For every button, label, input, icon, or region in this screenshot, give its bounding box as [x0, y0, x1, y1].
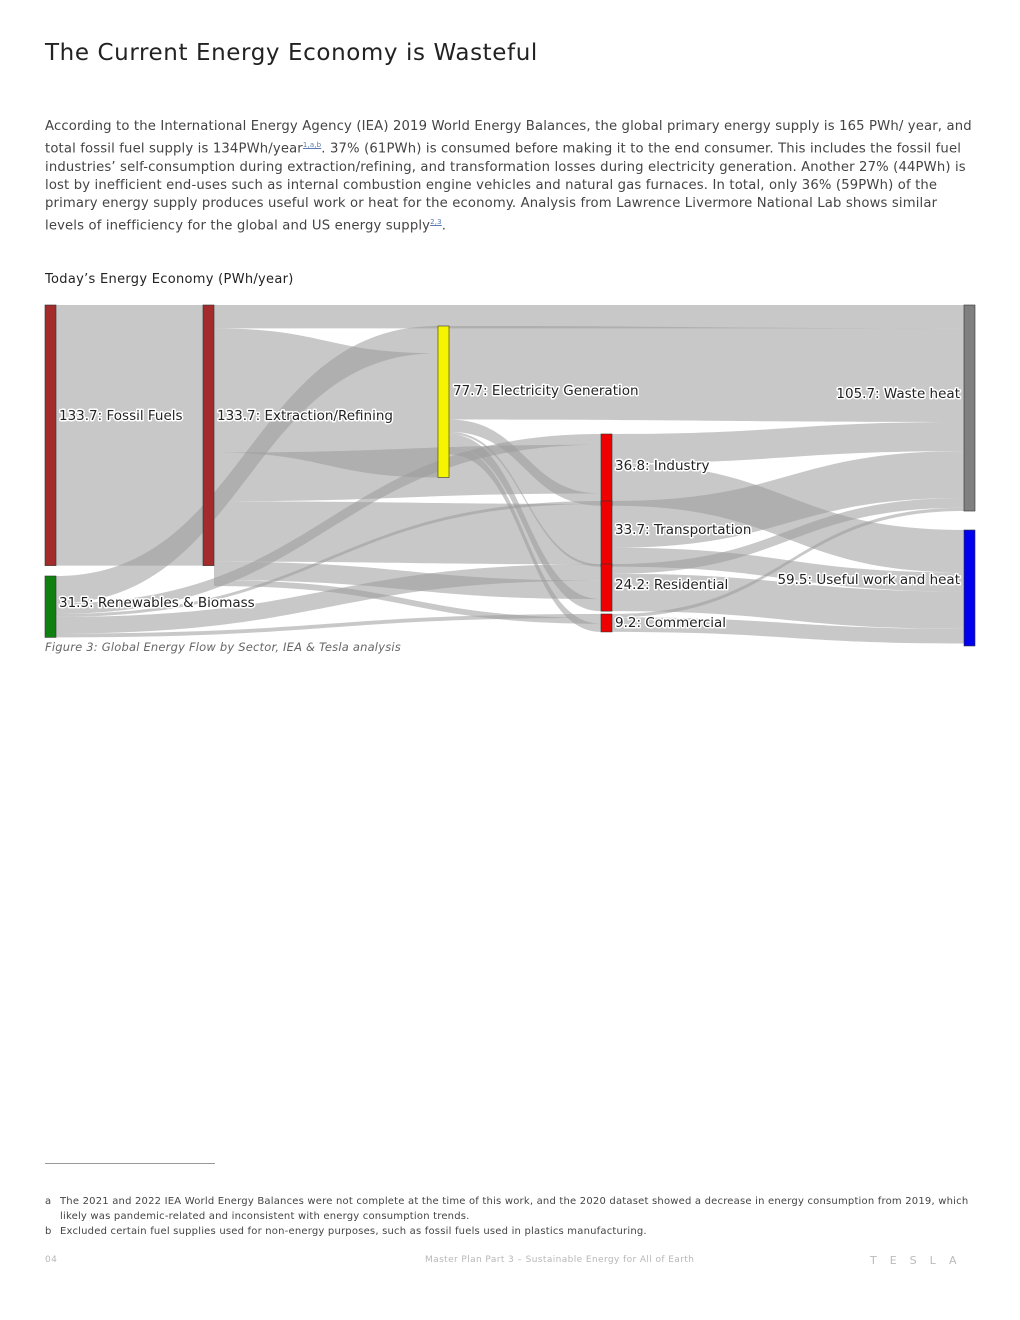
node-label-industry: 36.8: Industry [615, 458, 710, 474]
node-renew [45, 576, 56, 637]
node-label-fossil: 133.7: Fossil Fuels [59, 408, 183, 424]
node-label-transport: 33.7: Transportation [615, 522, 752, 538]
node-label-residential: 24.2: Residential [615, 577, 729, 593]
chart-heading: Today’s Energy Economy (PWh/year) [45, 272, 294, 287]
node-residential [601, 564, 612, 611]
footnote-text: The 2021 and 2022 IEA World Energy Balances were not complete at the time of this work, and the 2020 dataset showed a decrease in energy consumption from 2019, which likely was pandemic-related and inconsistent with energy consumption trends. [60, 1196, 969, 1222]
figure-caption: Figure 3: Global Energy Flow by Sector, IEA & Tesla analysis [45, 640, 401, 654]
page-number: 04 [45, 1255, 58, 1265]
node-label-commercial: 9.2: Commercial [615, 615, 727, 631]
node-label-useful: 59.5: Useful work and heat [777, 572, 960, 588]
node-label-renew: 31.5: Renewables & Biomass [59, 595, 255, 611]
footnotes [45, 1194, 975, 1239]
node-industry [601, 434, 612, 506]
footnote-divider [45, 1163, 215, 1164]
footnote-mark: b [45, 1226, 52, 1237]
footnote-mark: a [45, 1196, 52, 1207]
flow-fossil-to-extract [56, 305, 203, 566]
node-transport [601, 501, 612, 567]
node-label-elec: 77.7: Electricity Generation [453, 383, 639, 399]
node-label-extract: 133.7: Extraction/Refining [217, 408, 393, 424]
node-waste [964, 305, 975, 511]
node-elec [438, 326, 449, 477]
document-title: Master Plan Part 3 – Sustainable Energy for All of Earth [425, 1255, 695, 1265]
node-extract [203, 305, 214, 566]
node-label-waste: 105.7: Waste heat [836, 386, 960, 402]
node-fossil [45, 305, 56, 566]
footnote-b [45, 1224, 975, 1239]
sankey-links [56, 305, 964, 643]
flow-elec-to-waste [449, 326, 964, 422]
footnote-a [45, 1194, 975, 1224]
node-useful [964, 530, 975, 646]
intro-paragraph: According to the International Energy Agency (IEA) 2019 World Energy Balances, the global primary energy supply is 165 PWh/ year, and total fossil fuel supply is 134PWh/year$^{1,a,b}$. 37% (61PWh) is consumed before making it to the end consumer. This includes the fossil fuel industries’ self-consumption during extraction/refining, and transformation losses during electricity generation. Another 27% (44PWh) is lost by inefficient end-uses such as internal combustion engine vehicles and natural gas furnaces. In total, only 36% (59PWh) of the primary energy supply produces useful work or heat for the economy. Analysis from Lawrence Livermore National Lab shows similar levels of inefficiency for the global and US energy supply$^{2,3}$. [45, 119, 972, 234]
node-commercial [601, 614, 612, 632]
page-title: The Current Energy Economy is Wasteful [45, 40, 538, 66]
flow-extract-to-waste [214, 305, 964, 328]
footnote-text: Excluded certain fuel supplies used for non-energy purposes, such as fossil fuels used in plastics manufacturing. [60, 1226, 647, 1237]
tesla-logo: TESLA [870, 1254, 970, 1267]
